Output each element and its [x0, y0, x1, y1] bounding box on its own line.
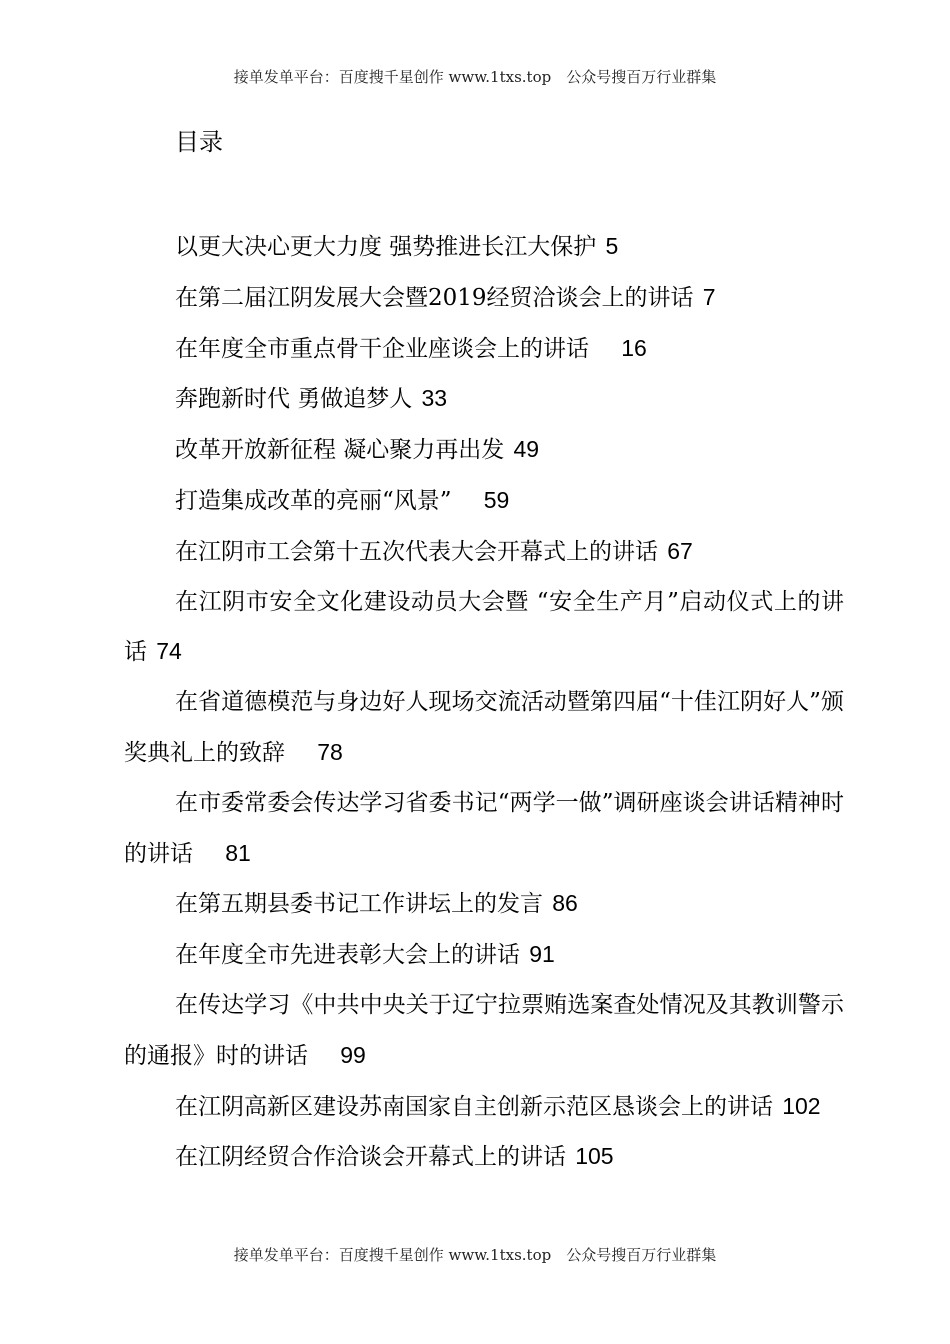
toc-entry-page: 105: [575, 1143, 614, 1170]
toc-entry-title: 奔跑新时代 勇做追梦人: [175, 386, 413, 413]
toc-entry-title: 在第二届江阴发展大会暨2019经贸洽谈会上的讲话: [175, 284, 694, 311]
toc-entry[interactable]: [124, 374, 844, 425]
toc-entry-title: 在江阴高新区建设苏南国家自主创新示范区恳谈会上的讲话: [175, 1093, 773, 1120]
toc-entry[interactable]: [124, 425, 844, 476]
toc-entry-page: 49: [513, 436, 540, 463]
toc-entry-title: 在江阴市安全文化建设动员大会暨 “安全生产月”启动仪式上的讲话: [124, 588, 844, 666]
toc-entry-title: 在省道德模范与身边好人现场交流活动暨第四届“十佳江阴好人”颁奖典礼上的致辞: [124, 689, 844, 766]
toc-entry-title: 打造集成改革的亮丽“风景”: [175, 487, 475, 514]
toc-entry-page: 91: [529, 941, 555, 968]
toc-entry-page: 102: [782, 1092, 821, 1119]
toc-entry-page: 99: [340, 1041, 366, 1068]
toc-entry[interactable]: [124, 981, 844, 1082]
toc-entry-title: 在江阴经贸合作洽谈会开幕式上的讲话: [175, 1144, 566, 1171]
toc-entry-page: 7: [702, 283, 716, 310]
toc-entry[interactable]: [124, 273, 844, 324]
toc-entry-page: 59: [483, 486, 510, 513]
toc-entry[interactable]: [124, 930, 844, 981]
toc-heading: 目录: [175, 128, 223, 156]
toc-entry-page: 33: [421, 385, 448, 412]
toc-entry-title: 以更大决心更大力度 强势推进长江大保护: [175, 234, 597, 260]
toc-entry[interactable]: [124, 1082, 844, 1133]
toc-entry[interactable]: [124, 578, 844, 679]
toc-entry-title: 在第五期县委书记工作讲坛上的发言: [175, 891, 543, 918]
toc-entry-page: 16: [621, 334, 647, 361]
toc-entry-page: 81: [225, 839, 251, 866]
page-footer: 接单发单平台：百度搜千星创作 www.1txs.top 公众号搜百万行业群集: [233, 1246, 717, 1264]
toc-entry[interactable]: [124, 324, 844, 375]
page-header: 接单发单平台：百度搜千星创作 www.1txs.top 公众号搜百万行业群集: [233, 68, 717, 86]
toc-entry-title: 在年度全市先进表彰大会上的讲话: [175, 942, 520, 969]
toc-entry-title: 在年度全市重点骨干企业座谈会上的讲话: [175, 335, 612, 362]
toc-entry-page: 86: [552, 890, 578, 917]
toc-entry-title: 在市委常委会传达学习省委书记“两学一做”调研座谈会讲话精神时的讲话: [124, 789, 844, 867]
toc-entry-title: 在江阴市工会第十五次代表大会开幕式上的讲话: [175, 538, 658, 565]
table-of-contents: [124, 222, 844, 1183]
toc-entry-page: 74: [156, 638, 182, 665]
toc-entry-title: 改革开放新征程 凝心聚力再出发: [175, 437, 505, 464]
toc-entry[interactable]: [124, 222, 844, 273]
toc-entry[interactable]: [124, 1132, 844, 1183]
toc-entry[interactable]: [124, 779, 844, 880]
toc-entry-page: 5: [605, 233, 619, 259]
toc-entry[interactable]: [124, 678, 844, 779]
toc-entry-title: 在传达学习《中共中央关于辽宁拉票贿选案查处情况及其教训警示的通报》时的讲话: [124, 991, 844, 1069]
toc-entry[interactable]: [124, 879, 844, 930]
toc-entry[interactable]: [124, 527, 844, 578]
toc-entry-page: 78: [317, 738, 343, 765]
toc-entry-page: 67: [667, 537, 693, 564]
toc-entry[interactable]: [124, 476, 844, 527]
